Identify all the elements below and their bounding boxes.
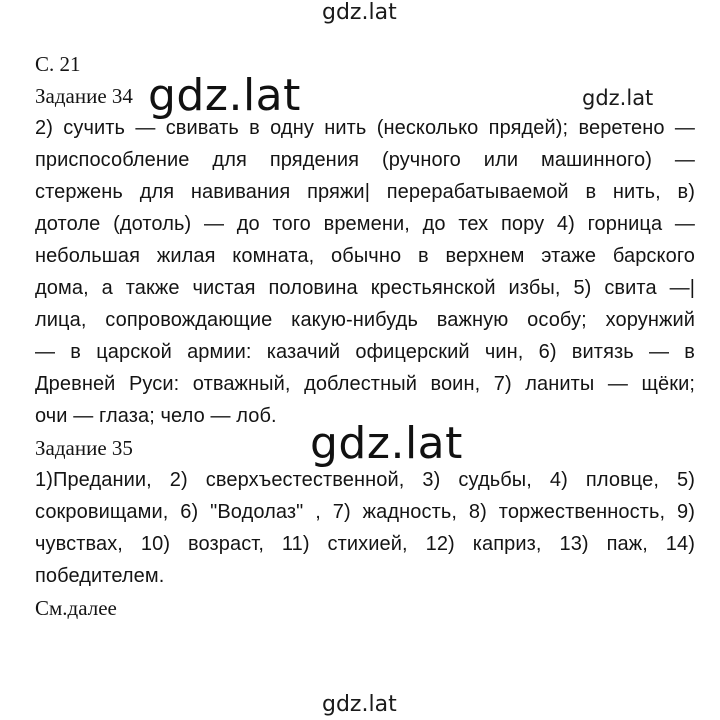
document-body [35,48,695,624]
task-34-line: — в царской армии: казачий офицерский чин, 6) витязь — в [35,341,695,363]
watermark-large-second: gdz.lat [310,418,463,469]
task-34-heading: Задание 34 [35,84,133,108]
task-34-line: дома, а также чистая половина крестьянской избы, 5) свита —| [35,277,695,299]
task-35-line: 1)Предании, 2) сверхъестественной, 3) судьбы, 4) пловце, 5) [35,469,695,491]
page-reference: С. 21 [35,52,81,76]
task-34-line: стержень для навивания пряжи| перерабатываемой в нить, в) [35,181,695,203]
watermark-top: gdz.lat [322,0,397,25]
watermark-right: gdz.lat [582,86,654,110]
task-35-line: победителем. [35,565,165,587]
task-35-line: чувствах, 10) возраст, 11) стихией, 12) каприз, 13) паж, 14) [35,533,695,555]
task-34-line: дотоле (дотоль) — до того времени, до тех пору 4) горница — [35,213,695,235]
task-34-text [35,112,695,432]
task-35-text [35,464,695,592]
task-34-line: очи — глаза; чело — лоб. [35,405,277,427]
task-34-line: 2) сучить — свивать в одну нить (несколько прядей); веретено — [35,117,695,139]
task-34-line: Древней Руси: отважный, доблестный воин, 7) ланиты — щёки; [35,373,695,395]
watermark-bottom: gdz.lat [322,692,397,717]
task-35-heading: Задание 35 [35,436,133,460]
task-35-line: сокровищами, 6) "Водолаз" , 7) жадность, 8) торжественность, 9) [35,501,695,523]
see-further-note: См.далее [35,596,117,620]
watermark-large-first: gdz.lat [148,70,301,121]
task-34-line: небольшая жилая комната, обычно в верхнем этаже барского [35,245,695,267]
task-34-line: лица, сопровождающие какую-нибудь важную особу; хорунжий [35,309,695,331]
task-34-line: приспособление для прядения (ручного или машинного) — [35,149,695,171]
